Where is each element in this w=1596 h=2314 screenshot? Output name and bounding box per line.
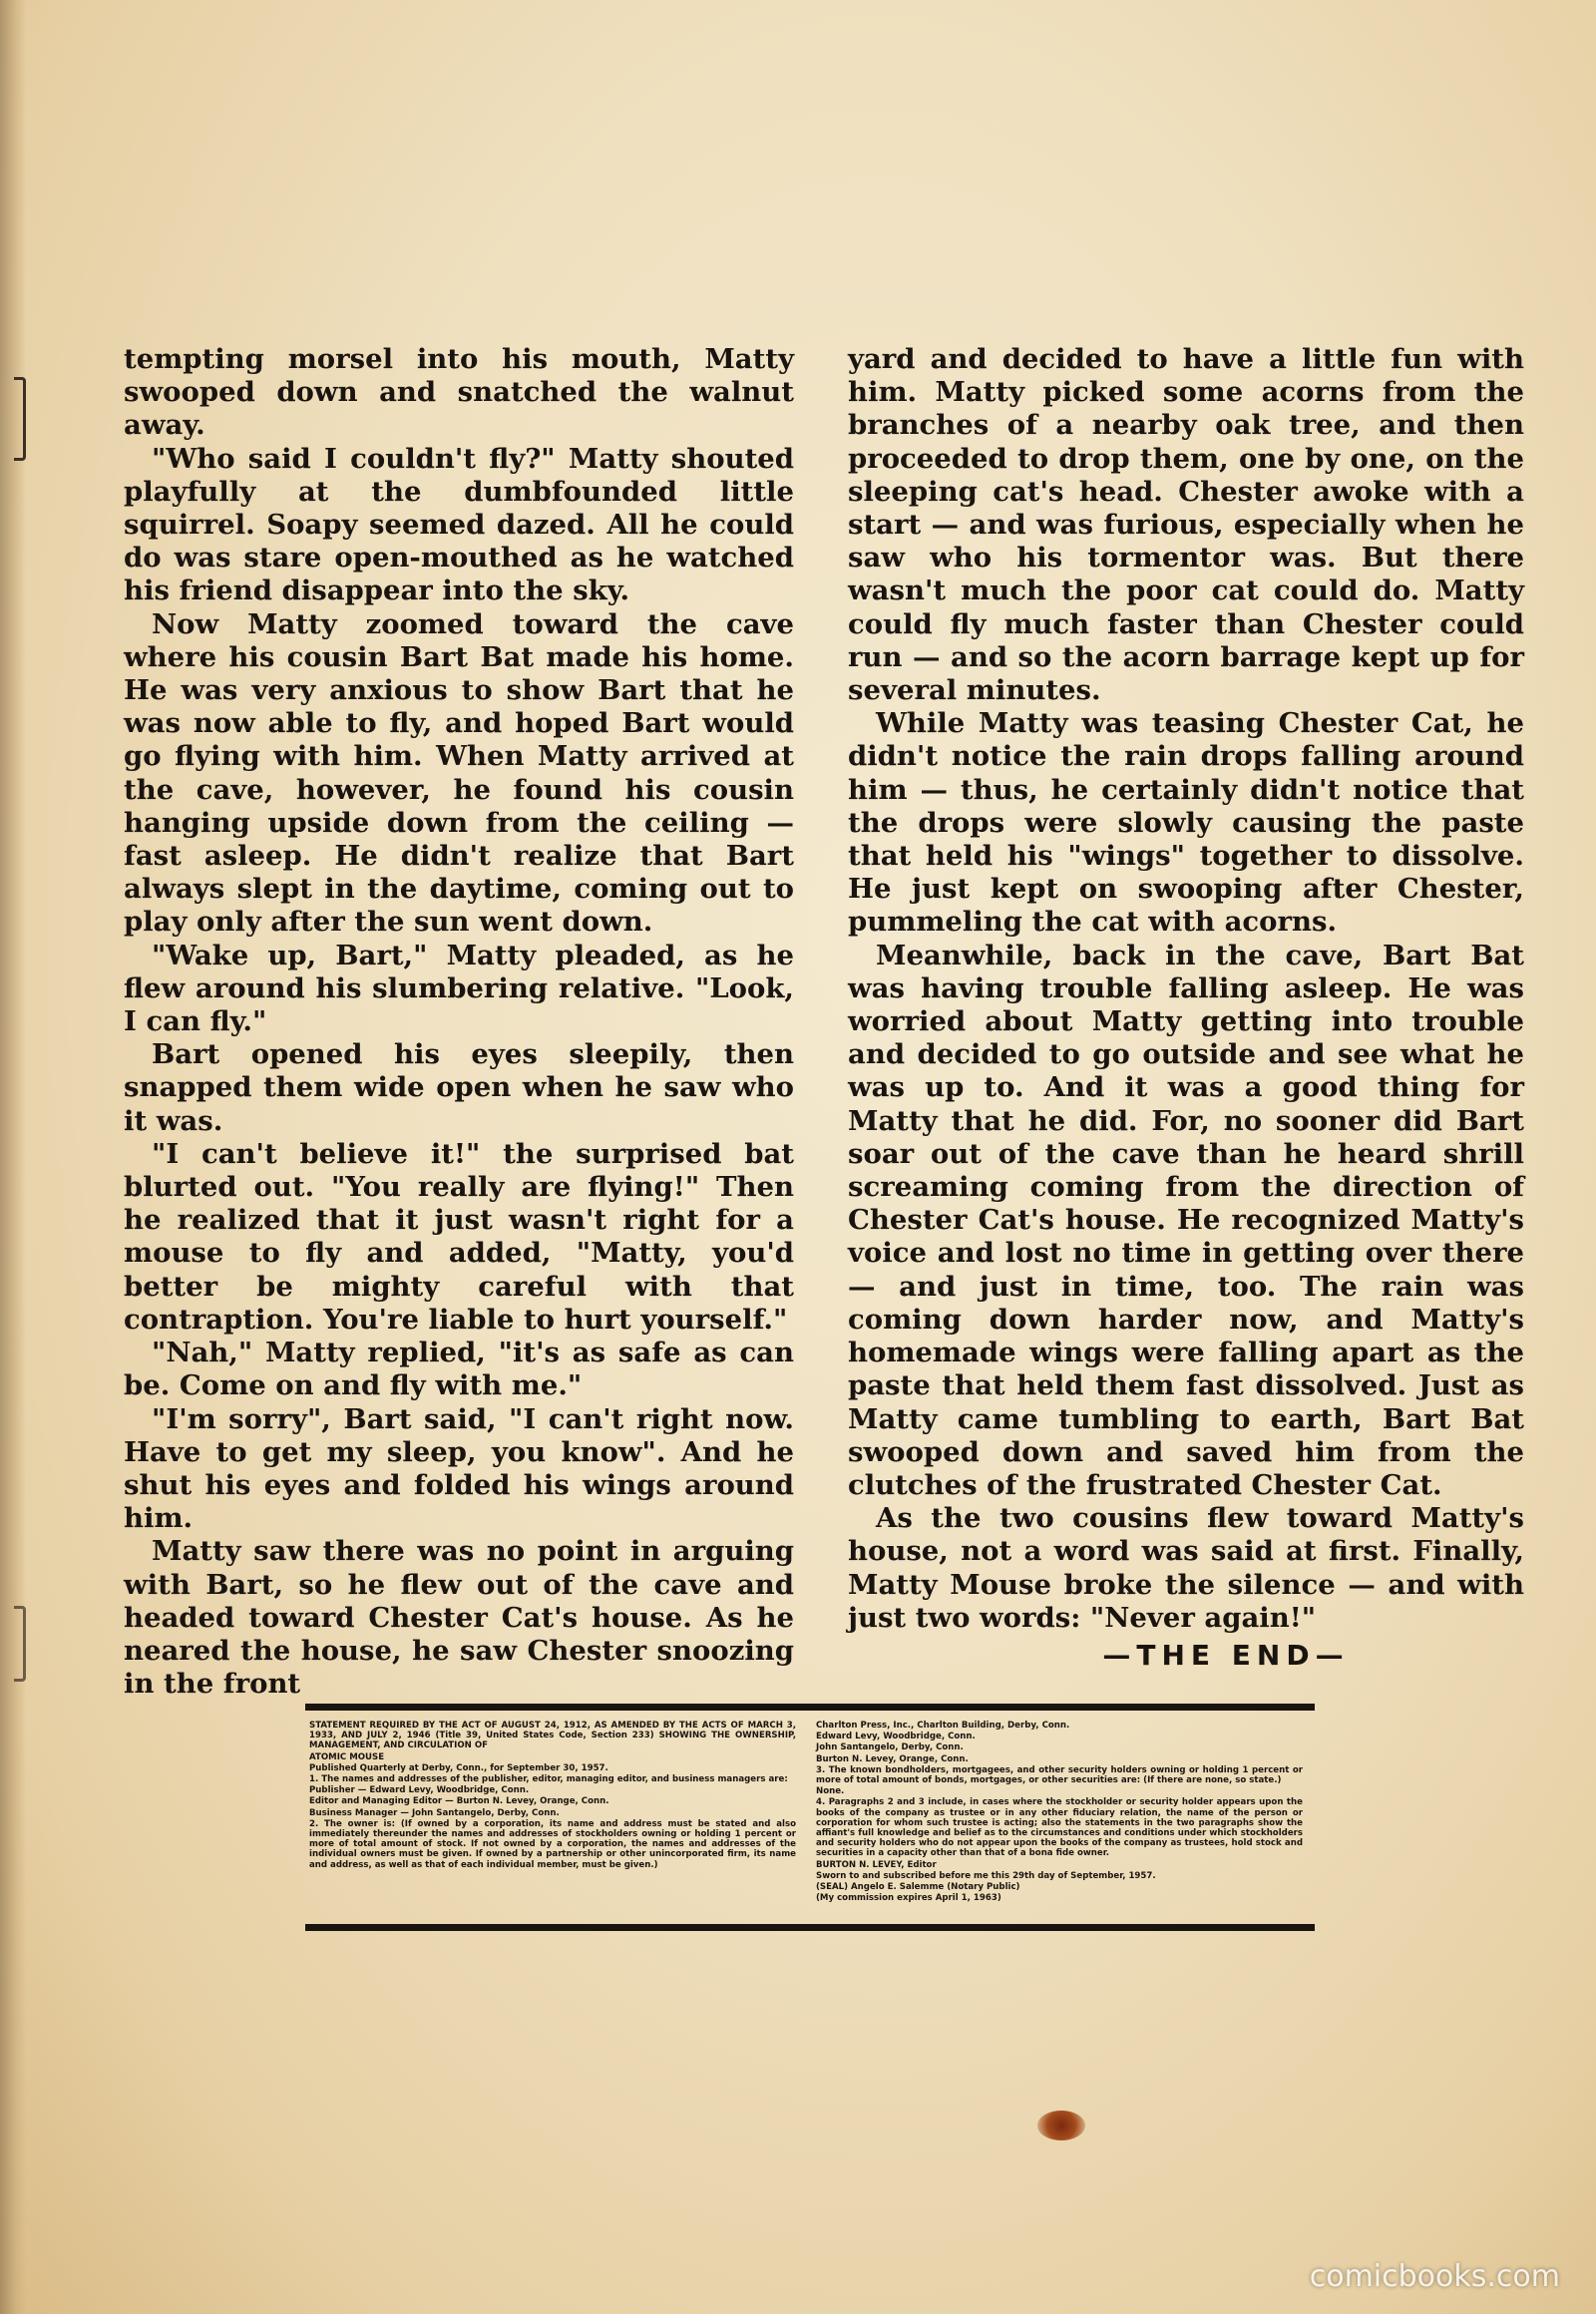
statement-line: Burton N. Levey, Orange, Conn. — [816, 1753, 969, 1764]
ownership-statement — [305, 1704, 1315, 1931]
spine-shadow — [0, 0, 26, 2314]
statement-line: 4. Paragraphs 2 and 3 include, in cases where the stockholder or security holder appears upon the books of the company as trustee or in any other fiduciary relation, the name of the person or corporation for whom such trustee is acting; also the statements in the two paragraphs show the affiant's full knowledge and belief as to the circumstances and conditions under which stockholders and security holders who do not appear upon the books of the company as trustees, hold stock and securities in a capacity other than that of a bona fide owner. — [816, 1797, 1303, 1859]
statement-column-right — [816, 1721, 1303, 1904]
statement-line: John Santangelo, Derby, Conn. — [816, 1742, 964, 1753]
statement-line: (My commission expires April 1, 1963) — [816, 1893, 1001, 1904]
site-watermark: comicbooks.com — [1309, 2259, 1560, 2294]
statement-line: Publisher — Edward Levy, Woodbridge, Conn. — [309, 1785, 530, 1796]
story-paragraph: "I can't believe it!" the surprised bat blurted out. "You really are flying!" Then he realized that it just wasn't right for a mouse to fly and added, "Matty, you'd better be mighty careful with that contraption. You're liable to hurt yourself." — [124, 1137, 794, 1336]
story-paragraph: yard and decided to have a little fun with him. Matty picked some acorns from the branches of a nearby oak tree, and then proceeded to drop them, one by one, on the sleeping cat's head. Chester awoke with a start — and was furious, especially when he saw who his tormentor was. But there wasn't much the poor cat could do. Matty could fly much faster than Chester could run — and so the acorn barrage kept up for several minutes. — [848, 343, 1524, 707]
story-paragraph: "I'm sorry", Bart said, "I can't right now. Have to get my sleep, you know". And he shut his eyes and folded his wings around him. — [124, 1402, 794, 1535]
staple — [14, 1606, 26, 1682]
staple — [14, 377, 26, 461]
story-column-left — [124, 343, 794, 1701]
statement-line: None. — [816, 1786, 845, 1797]
statement-line: Business Manager — John Santangelo, Derby, Conn. — [309, 1807, 560, 1818]
paper-stain — [1037, 2111, 1085, 2140]
story-paragraph: While Matty was teasing Chester Cat, he didn't notice the rain drops falling around him — thus, he certainly didn't notice that the drops were slowly causing the paste that held his "wings" together to dissolve. He just kept on swooping after Chester, pummeling the cat with acorns. — [848, 707, 1524, 939]
statement-line: Charlton Press, Inc., Charlton Building, Derby, Conn. — [816, 1721, 1070, 1731]
statement-line: ATOMIC MOUSE — [309, 1751, 385, 1762]
statement-line: BURTON N. LEVEY, Editor — [816, 1859, 937, 1870]
story-paragraph: "Nah," Matty replied, "it's as safe as can be. Come on and fly with me." — [124, 1337, 794, 1402]
story-paragraph: Meanwhile, back in the cave, Bart Bat was having trouble falling asleep. He was worried about Matty getting into trouble and decided to go outside and see what he was up to. And it was a good thing for Matty that he did. For, no sooner did Bart soar out of the cave than he heard shrill screaming coming from the direction of Chester Cat's house. He recognized Matty's voice and lost no time in getting over there — and just in time, too. The rain was coming down harder now, and Matty's homemade wings were falling apart as the paste that held them fast dissolved. Just as Matty came tumbling to earth, Bart Bat swooped down and saved him from the clutches of the frustrated Chester Cat. — [848, 939, 1524, 1501]
statement-line: Editor and Managing Editor — Burton N. Levey, Orange, Conn. — [309, 1796, 609, 1807]
story-paragraph: tempting morsel into his mouth, Matty swooped down and snatched the walnut away. — [124, 343, 794, 442]
statement-line: Published Quarterly at Derby, Conn., for September 30, 1957. — [309, 1762, 608, 1773]
story-paragraph: "Who said I couldn't fly?" Matty shouted playfully at the dumbfounded little squirrel. Soapy seemed dazed. All he could do was stare open-mouthed as he watched his friend disappear into the sky. — [124, 442, 794, 607]
statement-line: 3. The known bondholders, mortgagees, and other security holders owning or holding 1 percent or more of total amount of bonds, mortgages, or other securities are: (If there are none, so state.) — [816, 1764, 1303, 1786]
story-paragraph: As the two cousins flew toward Matty's house, not a word was said at first. Finally, Matty Mouse broke the silence — and with just two words: "Never again!" — [848, 1502, 1524, 1634]
the-end-label: —THE END— — [1102, 1638, 1350, 1672]
statement-line: Edward Levy, Woodbridge, Conn. — [816, 1732, 976, 1742]
story-paragraph: Now Matty zoomed toward the cave where his cousin Bart Bat made his home. He was very anxious to show Bart that he was now able to fly, and hoped Bart would go flying with him. When Matty arrived at the cave, however, he found his cousin hanging upside down from the ceiling — fast asleep. He didn't realize that Bart always slept in the daytime, coming out to play only after the sun went down. — [124, 607, 794, 939]
statement-line: Sworn to and subscribed before me this 29th day of September, 1957. — [816, 1870, 1156, 1881]
story-column-right — [848, 343, 1524, 1672]
statement-line: 2. The owner is: (If owned by a corporation, its name and address must be stated and also immediately thereunder the names and addresses of stockholders owning or holding 1 percent or more of total amount of stock. If not owned by a corporation, the names and addresses of the individual owners must be given. If owned by a partnership or other unincorporated firm, its name and address, as well as that of each individual member, must be given.) — [309, 1818, 796, 1870]
statement-heading: STATEMENT REQUIRED BY THE ACT OF AUGUST 24, 1912, AS AMENDED BY THE ACTS OF MARCH 3, 1933, AND JULY 2, 1946 (Title 39, United States Code, Section 233) SHOWING THE OWNERSHIP, MANAGEMENT, AND CIRCULATION OF — [309, 1721, 796, 1751]
story-paragraph: Matty saw there was no point in arguing with Bart, so he flew out of the cave and headed toward Chester Cat's house. As he neared the house, he saw Chester snoozing in the front — [124, 1535, 794, 1701]
story-paragraph: "Wake up, Bart," Matty pleaded, as he flew around his slumbering relative. "Look, I can fly." — [124, 939, 794, 1038]
statement-line: 1. The names and addresses of the publisher, editor, managing editor, and business managers are: — [309, 1774, 788, 1785]
story-paragraph: Bart opened his eyes sleepily, then snapped them wide open when he saw who it was. — [124, 1038, 794, 1137]
statement-column-left — [309, 1721, 796, 1871]
statement-line: (SEAL) Angelo E. Salemme (Notary Public) — [816, 1882, 1020, 1893]
